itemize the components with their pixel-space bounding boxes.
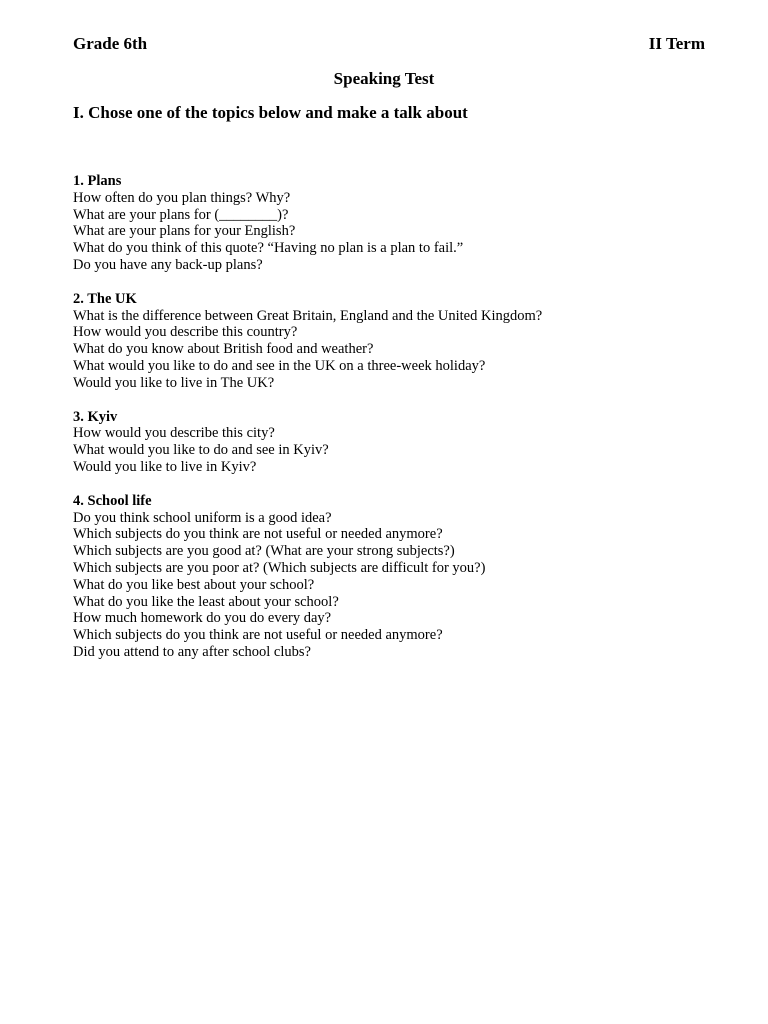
question-item: Would you like to live in Kyiv?: [73, 458, 257, 475]
question-item: Would you like to live in The UK?: [73, 374, 275, 391]
grade-label: Grade 6th: [73, 34, 148, 53]
question-item: Which subjects are you good at? (What are your strong subjects?): [73, 543, 455, 560]
page-title: Speaking Test: [333, 69, 435, 88]
question-item: What do you think of this quote? “Having no plan is a plan to fail.”: [73, 240, 464, 257]
question-item: How often do you plan things? Why?: [73, 189, 291, 206]
topic-section: [73, 173, 713, 274]
question-item: Which subjects are you poor at? (Which subjects are difficult for you?): [73, 559, 486, 576]
question-list: [73, 190, 713, 274]
question-item: What do you like the least about your school?: [73, 593, 339, 610]
question-item: What would you like to do and see in Kyiv?: [73, 442, 329, 459]
question-list: [73, 425, 713, 475]
question-item: What would you like to do and see in the UK on a three-week holiday?: [73, 357, 486, 374]
question-item: What do you know about British food and weather?: [73, 341, 374, 358]
question-item: What is the difference between Great Britain, England and the United Kingdom?: [73, 307, 543, 324]
question-item: Which subjects do you think are not useful or needed anymore?: [73, 526, 443, 543]
question-item: Did you attend to any after school clubs?: [73, 643, 311, 660]
topic-heading: 1. Plans: [73, 173, 122, 189]
question-item: What are your plans for (________)?: [73, 206, 289, 223]
topic-section: [73, 291, 713, 392]
topic-heading: 2. The UK: [73, 290, 137, 307]
question-list: [73, 510, 713, 661]
topics-list: [73, 173, 713, 678]
page-header: [73, 34, 705, 56]
question-item: Which subjects do you think are not useful or needed anymore?: [73, 627, 443, 644]
topic-heading: 4. School life: [73, 492, 152, 509]
question-item: What are your plans for your English?: [73, 223, 296, 240]
task-instruction: I. Chose one of the topics below and make a talk about: [73, 103, 468, 122]
question-item: How would you describe this city?: [73, 425, 275, 442]
question-item: How much homework do you do every day?: [73, 610, 332, 627]
question-item: How would you describe this country?: [73, 324, 298, 341]
question-item: Do you think school uniform is a good idea?: [73, 509, 332, 526]
topic-heading: 3. Kyiv: [73, 408, 118, 425]
question-item: What do you like best about your school?: [73, 576, 315, 593]
question-list: [73, 308, 713, 392]
topic-section: [73, 409, 713, 476]
term-label: II Term: [648, 34, 705, 53]
question-item: Do you have any back-up plans?: [73, 256, 263, 273]
topic-section: [73, 493, 713, 661]
